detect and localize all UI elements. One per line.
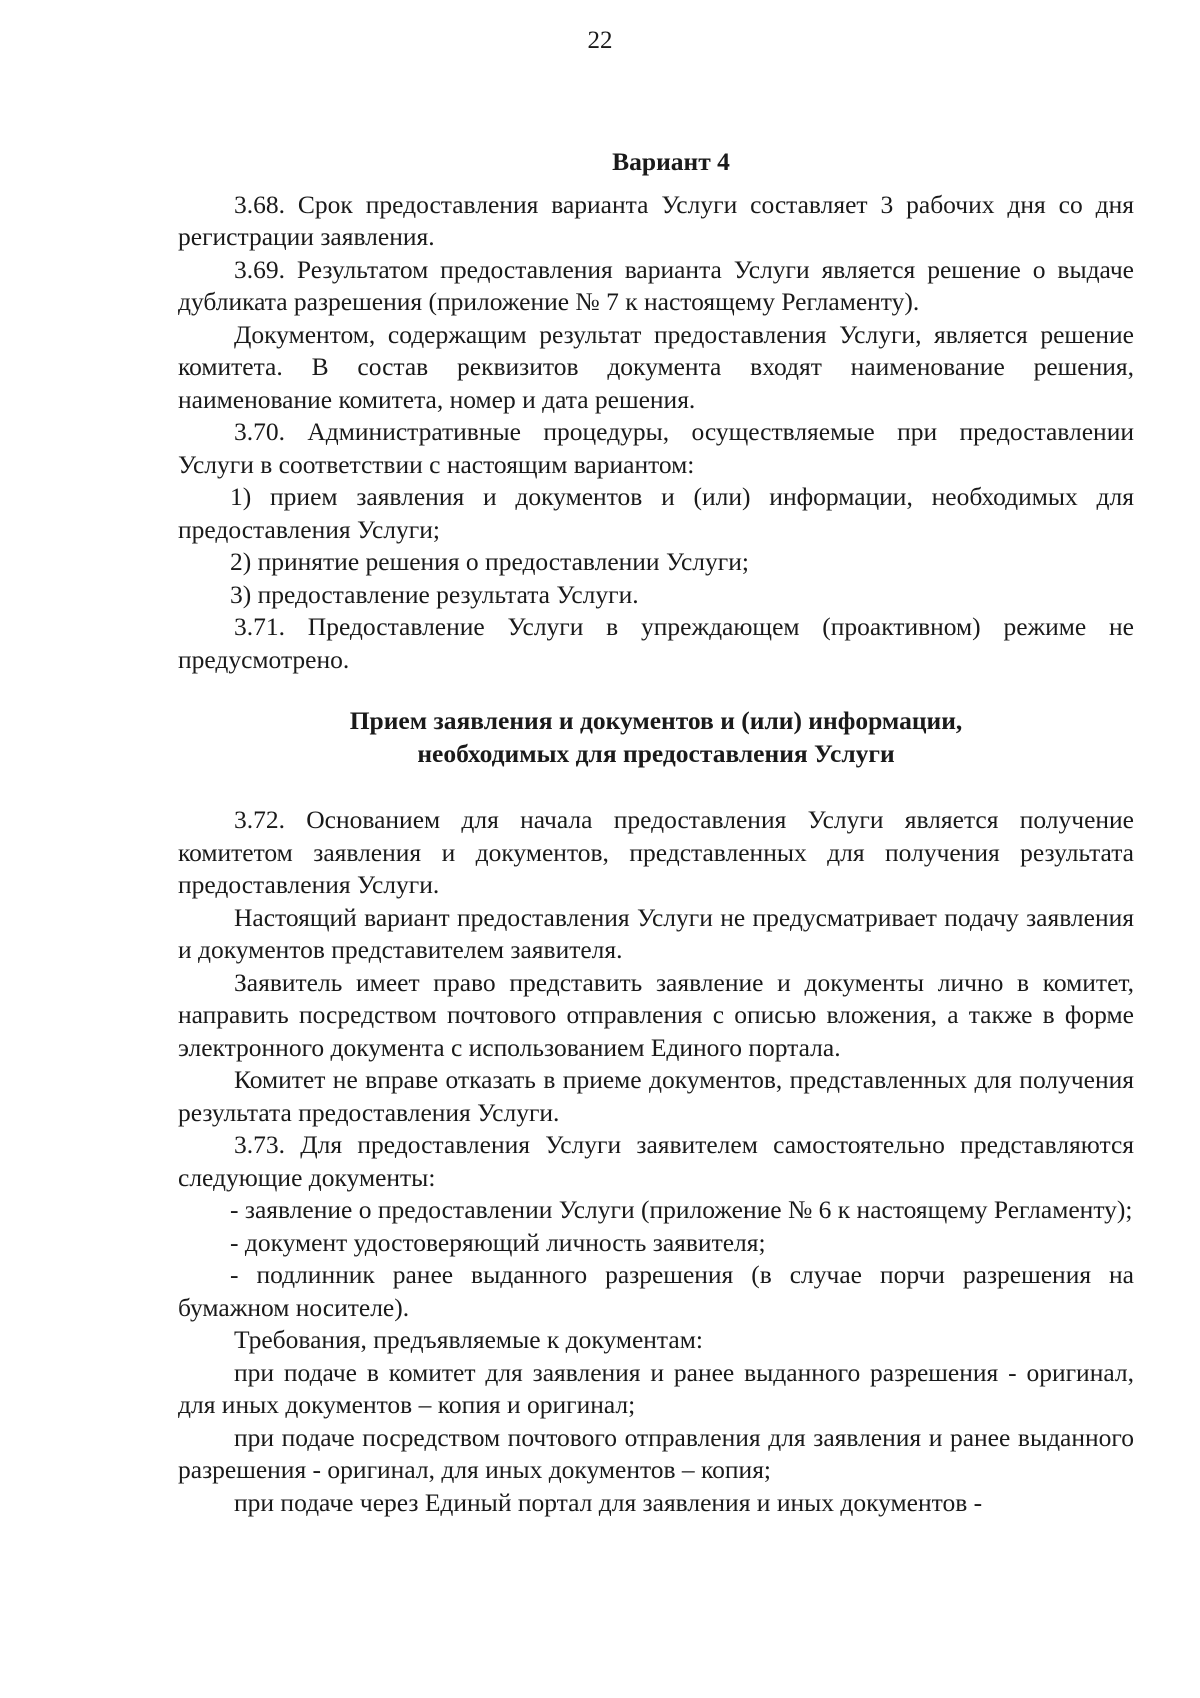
- paragraph-result-document: Документом, содержащим результат предоставления Услуги, является решение комитета. В состав реквизитов документа входят наименование решения, наименование комитета, номер и дата решения.: [178, 319, 1134, 414]
- paragraph-3-73: 3.73. Для предоставления Услуги заявителем самостоятельно представляются следующие документы:: [178, 1130, 1134, 1192]
- section-heading: [178, 705, 1134, 770]
- paragraph-no-refusal: Комитет не вправе отказать в приеме документов, представленных для получения результата предоставления Услуги.: [178, 1065, 1134, 1127]
- section-heading-line-2: необходимых для предоставления Услуги: [417, 738, 895, 768]
- paragraph-3-70: 3.70. Административные процедуры, осуществляемые при предоставлении Услуги в соответствии с настоящим вариантом:: [178, 417, 1134, 479]
- list-item-original-permit: - подлинник ранее выданного разрешения (в случае порчи разрешения на бумажном носителе).: [178, 1260, 1134, 1322]
- document-body: [178, 140, 1134, 1519]
- list-item-identity-document: - документ удостоверяющий личность заявителя;: [230, 1227, 766, 1257]
- paragraph-3-71: 3.71. Предоставление Услуги в упреждающем (проактивном) режиме не предусмотрено.: [178, 612, 1134, 674]
- page-number: 22: [587, 27, 613, 54]
- paragraph-requirement-in-person: при подаче в комитет для заявления и ранее выданного разрешения - оригинал, для иных документов – копия и оригинал;: [178, 1357, 1134, 1419]
- section-heading-line-1: Прием заявления и документов и (или) информации,: [349, 706, 963, 735]
- list-item-procedure-2: 2) принятие решения о предоставлении Услуги;: [230, 547, 749, 576]
- paragraphs-after: [178, 804, 1134, 1519]
- paragraph-3-69: 3.69. Результатом предоставления варианта Услуги является решение о выдаче дубликата разрешения (приложение № 7 к настоящему Регламенту).: [178, 254, 1134, 316]
- list-item-application: - заявление о предоставлении Услуги (приложение № 6 к настоящему Регламенту);: [230, 1195, 1133, 1224]
- paragraph-3-68: 3.68. Срок предоставления варианта Услуги составляет 3 рабочих дня со дня регистрации заявления.: [178, 189, 1134, 251]
- paragraph-3-72: 3.72. Основанием для начала предоставления Услуги является получение комитетом заявления и документов, представленных для получения результата предоставления Услуги.: [178, 805, 1134, 899]
- list-item-procedure-3: 3) предоставление результата Услуги.: [230, 579, 639, 609]
- paragraph-requirements: Требования, предъявляемые к документам:: [234, 1325, 703, 1354]
- paragraph-requirement-mail: при подаче посредством почтового отправления для заявления и ранее выданного разрешения - оригинал, для иных документов – копия;: [178, 1422, 1134, 1484]
- paragraphs-before: [178, 189, 1134, 677]
- paragraph-submission-methods: Заявитель имеет право представить заявление и документы лично в комитет, направить посредством почтового отправления с описью вложения, а также в форме электронного документа с использованием Единого портала.: [178, 967, 1134, 1062]
- paragraph-no-representative: Настоящий вариант предоставления Услуги не предусматривает подачу заявления и документов представителем заявителя.: [178, 902, 1134, 964]
- list-item-procedure-1: 1) прием заявления и документов и (или) информации, необходимых для предоставления Услуги;: [178, 482, 1134, 544]
- variant-heading: Вариант 4: [612, 147, 730, 176]
- paragraph-requirement-portal: при подаче через Единый портал для заявления и иных документов -: [234, 1487, 983, 1517]
